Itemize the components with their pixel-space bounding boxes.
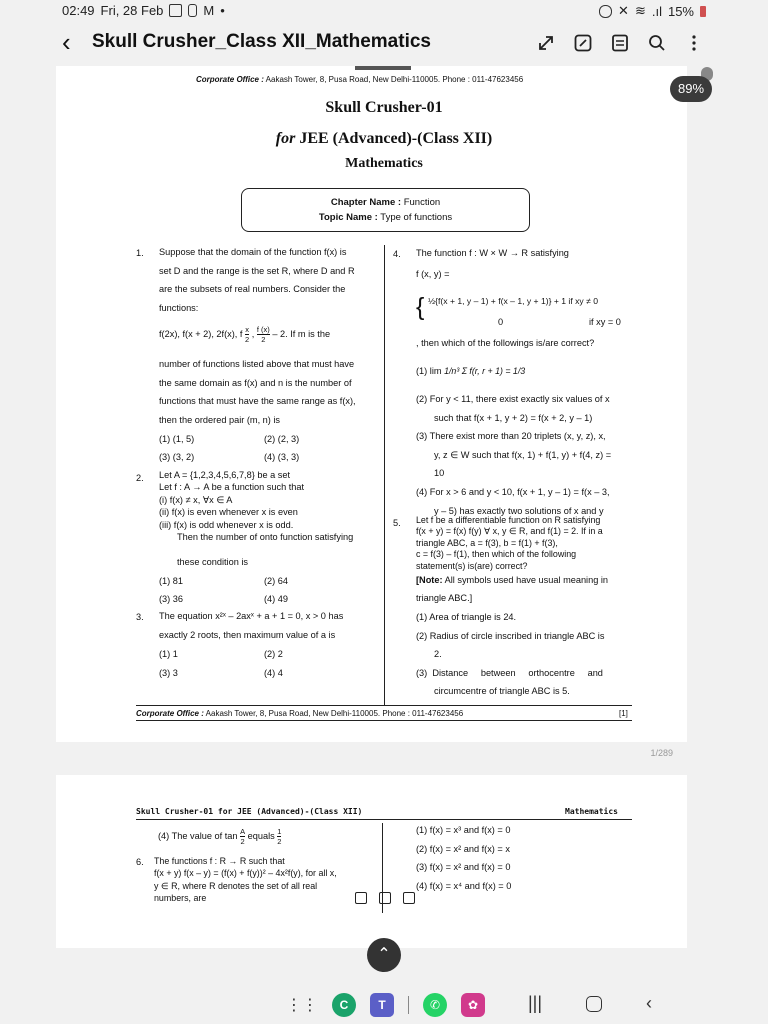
recent-apps-icon[interactable]: ||| [528, 993, 543, 1013]
q4-line2: f (x, y) = [416, 269, 450, 279]
q6-text: The functions f : R → R such that f(x + y) f(x – y) = (f(x) + f(y))² – 4x²f(y), for all x, y ∈ R, where R denotes the set of all real numbers, are [154, 856, 337, 904]
q4-case1: ½{f(x + 1, y – 1) + f(x – 1, y + 1)} + 1 if xy ≠ 0 [428, 296, 598, 306]
q4-line1: The function f : W × W → R satisfying [416, 248, 569, 258]
q4-case2-condition: if xy = 0 [589, 317, 621, 327]
expand-icon[interactable] [536, 33, 556, 53]
q4-option-1: (1) lim 1/n³ Σ f(r, r + 1) = 1/3 [416, 366, 526, 376]
search-icon[interactable] [647, 33, 667, 53]
checkbox-icon[interactable] [379, 892, 391, 904]
q2-option-3: (3) 36 [159, 594, 184, 604]
column-divider [384, 245, 385, 705]
page2-header: Skull Crusher-01 for JEE (Advanced)-(Class XII) [136, 807, 363, 816]
chapter-box: Chapter Name : Function Topic Name : Type of functions [241, 188, 530, 232]
dot-icon: • [220, 3, 225, 18]
q5-text: Let f be a differentiable function on R satisfying f(x + y) = f(x) f(y) ∀ x, y ∈ R, and f(1) = 2. If in a triangle ABC, a = f(3), b = f(1) + f(3), c = f(3) – f(1), then which of the following statement(s) is(are) correct? [416, 515, 603, 571]
page-number: [1] [619, 709, 628, 718]
q2-option-2: (2) 64 [264, 576, 289, 586]
q3-text: The equation x²ˣ – 2axˣ + a + 1 = 0, x > 0 has exactly 2 roots, then maximum value of a is [159, 611, 344, 640]
page2-subject: Mathematics [565, 807, 618, 816]
flower-app-icon[interactable]: ✿ [461, 993, 485, 1017]
zoom-indicator: 89% [670, 76, 712, 102]
taskbar-dock [286, 993, 485, 1017]
mute-icon: ✕ [618, 3, 629, 18]
back-button[interactable]: ‹ [62, 27, 71, 57]
navigation-bar [528, 993, 652, 1014]
page2-header-rule [136, 819, 632, 820]
q1-text-cont: number of functions listed above that must have the same domain as f(x) and n is the number of functions that must have the same range as f(x), then the ordered pair (m, n) is [159, 359, 356, 425]
q5-options: (1) Area of triangle is 24. (2) Radius of circle inscribed in triangle ABC is 2. (3) Distance between orthocentre and circumcentre of triangle ABC is 5. [416, 612, 605, 697]
notification-icon [188, 4, 197, 17]
q5-option-4: (4) The value of tan $\frac{A}{2}$ equals $\frac{1}{2}$ [158, 827, 282, 847]
q3-option-2: (2) 2 [264, 649, 283, 659]
page-mini-toolbar [355, 892, 415, 904]
home-icon[interactable] [586, 996, 602, 1012]
wifi-icon: ≋ [634, 3, 646, 18]
teams-app-icon[interactable]: T [370, 993, 394, 1017]
footer-rule-bottom [136, 720, 632, 721]
app-bar [0, 24, 768, 64]
page-footer: Corporate Office : Aakash Tower, 8, Pusa Road, New Delhi-110005. Phone : 011-47623456 [136, 709, 464, 718]
scroll-to-top-button[interactable]: ⌃ [367, 938, 401, 972]
alarm-icon [599, 5, 612, 18]
battery-icon [700, 6, 706, 17]
page-counter: 1/289 [650, 748, 673, 758]
battery-level: 15% [667, 3, 694, 19]
q6-options: (1) f(x) = x³ and f(x) = 0 (2) f(x) = x² and f(x) = x (3) f(x) = x² and f(x) = 0 (4) f(x) = x⁴ and f(x) = 0 [416, 825, 512, 891]
footer-rule-top [136, 705, 632, 706]
q1-expression: f(2x), f(x + 2), 2f(x), f $\frac{x}{2}$ , $\frac{f (x)}{2}$ – 2. If m is the [159, 325, 331, 345]
q1-number: 1. [136, 248, 144, 258]
q4-options: (2) For y < 11, there exist exactly six values of x such that f(x + 1, y + 2) = f(x + 2, y – 1) (3) There exist more than 20 triplets (x, y, z), x, y, z ∈ W such that f(x, 1) + f(1, y) + f(4, z) = 10 (4) For x > 6 and y < 10, f(x + 1, y – 1) = f(x – 3, y – 5) has exactly two solutions of x and y [416, 394, 612, 516]
checkbox-icon[interactable] [403, 892, 415, 904]
q3-option-3: (3) 3 [159, 668, 178, 678]
q1-text: Suppose that the domain of the function f(x) is set D and the range is the set R, where D and R are the subsets of real numbers. Consider the functions: [159, 247, 355, 313]
edit-icon[interactable] [573, 33, 593, 53]
reader-mode-icon[interactable] [610, 33, 630, 53]
chat-app-icon[interactable]: C [332, 993, 356, 1017]
q2-option-1: (1) 81 [159, 576, 184, 586]
document-title: Skull Crusher_Class XII_Mathematics [92, 31, 431, 52]
page-subtitle: for JEE (Advanced)-(Class XII) [275, 130, 493, 147]
dock-divider [408, 996, 409, 1014]
status-date: Fri, 28 Feb [100, 3, 164, 18]
q5-note-end: triangle ABC.] [416, 593, 473, 603]
q4-line3: , then which of the followings is/are correct? [416, 338, 595, 348]
q2-number: 2. [136, 473, 144, 483]
more-options-icon[interactable] [684, 33, 704, 53]
whatsapp-app-icon[interactable]: ✆ [423, 993, 447, 1017]
signal-icon: .ıl [651, 3, 662, 19]
q6-number: 6. [136, 857, 144, 867]
page-title: Skull Crusher-01 [325, 99, 443, 116]
page-top-fragment [355, 66, 411, 70]
q3-option-1: (1) 1 [159, 649, 178, 659]
q2-text: Let A = {1,2,3,4,5,6,7,8} be a set Let f : A → A be a function such that (i) f(x) ≠ x, ∀x ∈ A (ii) f(x) is even whenever x is even (iii) f(x) is odd whenever x is odd. Then the number of onto function satisfying [159, 470, 354, 543]
q4-brace: { [416, 293, 425, 321]
q1-option-3: (3) (3, 2) [159, 452, 195, 462]
nav-back-icon[interactable]: ‹ [646, 993, 653, 1013]
app-grid-icon[interactable]: ⋮⋮ [286, 997, 318, 1014]
status-bar [0, 0, 768, 24]
status-time: 02:49 [62, 3, 95, 18]
q1-option-2: (2) (2, 3) [264, 434, 300, 444]
q5-number: 5. [393, 518, 401, 528]
q4-number: 4. [393, 249, 401, 259]
q2-text-end: these condition is [177, 557, 248, 567]
q3-number: 3. [136, 612, 144, 622]
q3-option-4: (4) 4 [264, 668, 283, 678]
checkbox-icon[interactable] [355, 892, 367, 904]
mail-icon: M [203, 3, 215, 18]
q1-option-1: (1) (1, 5) [159, 434, 195, 444]
q1-option-4: (4) (3, 3) [264, 452, 300, 462]
subject-title: Mathematics [345, 156, 423, 171]
q4-case2-value: 0 [498, 317, 504, 327]
gallery-icon [169, 4, 182, 17]
q5-note: [Note: All symbols used have usual meaning in [416, 575, 609, 585]
corporate-office-header: Corporate Office : Aakash Tower, 8, Pusa Road, New Delhi-110005. Phone : 011-47623456 [196, 75, 524, 84]
q2-option-4: (4) 49 [264, 594, 289, 604]
